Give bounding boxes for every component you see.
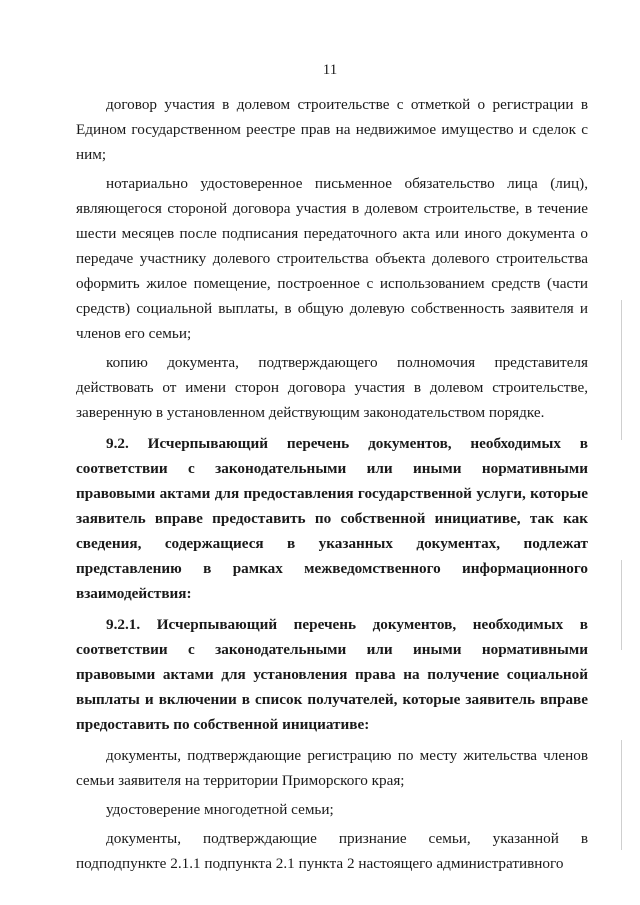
section-heading-9-2: 9.2. Исчерпывающий перечень документов, необходимых в соответствии с законодательными или иными нормативными правовыми актами для предоставления государственной услуги, которые заявитель вправе предоставить по собственной инициативе, так как сведения, содержащиеся в указанных документах, подлежат представлению в рамках межведомственного информационного взаимодействия:	[76, 435, 588, 602]
paragraph-representative-copy: копию документа, подтверждающего полномочия представителя действовать от имени сторон договора участия в долевом строительстве, заверенную в установленном действующим законодательством порядке.	[76, 354, 588, 421]
paragraph-large-family-certificate: удостоверение многодетной семьи;	[106, 801, 334, 818]
paragraph-notarial-obligation: нотариально удостоверенное письменное обязательство лица (лиц), являющегося стороной договора участия в долевом строительстве, в течение шести месяцев после подписания передаточного акта или иного документа о передаче участнику долевого строительства объекта долевого строительства оформить жилое помещение, построенное с использованием средств (части средств) социальной выплаты, в общую долевую собственность заявителя и членов его семьи;	[76, 175, 588, 342]
scan-edge-mark	[621, 560, 622, 650]
paragraph-registration-docs: документы, подтверждающие регистрацию по месту жительства членов семьи заявителя на территории Приморского края;	[76, 747, 588, 789]
paragraph-contract: договор участия в долевом строительстве с отметкой о регистрации в Едином государственном реестре прав на недвижимое имущество и сделок с ним;	[76, 96, 588, 163]
scan-edge-mark	[621, 740, 622, 850]
page-number: 11	[322, 62, 338, 78]
scan-edge-mark	[621, 300, 622, 440]
paragraph-family-recognition: документы, подтверждающие признание семьи, указанной в подподпункте 2.1.1 подпункта 2.1 пункта 2 настоящего административного	[76, 830, 588, 872]
section-heading-9-2-1: 9.2.1. Исчерпывающий перечень документов, необходимых в соответствии с законодательными или иными нормативными правовыми актами для установления права на получение социальной выплаты и включении в список получателей, которые заявитель вправе предоставить по собственной инициативе:	[76, 616, 588, 733]
document-body	[76, 92, 588, 880]
